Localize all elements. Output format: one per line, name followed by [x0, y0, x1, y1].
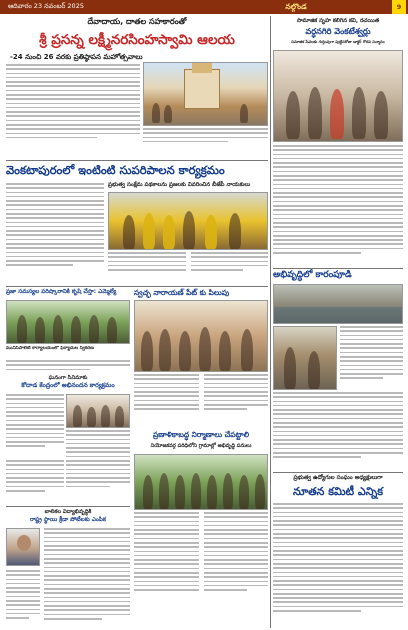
pension-headline-text: స్వచ్ఛ నారాయణ్ పేట్ కు పిలుపు [134, 288, 230, 297]
section-divider [6, 506, 130, 507]
lead-sub-text: -24 నుంచి 26 వరకు ప్రతిష్ఠాపన మహోత్సవాలు [10, 53, 143, 61]
bottom-kicker-text: బాలికల విద్యాభివృద్ధికి [44, 509, 92, 515]
section-divider [6, 286, 268, 287]
lead-headline-text: శ్రీ ప్రసన్న లక్ష్మీనరసింహస్వామి ఆలయ [39, 32, 235, 48]
right-kicker [273, 17, 403, 26]
ganapati-body-2 [108, 252, 268, 284]
school-headline-text: ప్రజా సమస్యల పరిష్కారానికి కృషి చేస్తా: ఎమ్మెల్యే [6, 289, 117, 295]
school-subhead [6, 346, 130, 358]
training-headline [134, 430, 268, 442]
bottom-body-2 [6, 570, 40, 626]
bank-kicker [6, 374, 130, 382]
column-divider [270, 16, 271, 628]
vice-headline-text: ప్రభుత్వ ఉద్యోగుల సంఘం అధ్యక్షులుగా [293, 475, 383, 481]
school-headline [6, 288, 130, 298]
edition-name: నల్గొండ [285, 1, 307, 11]
ganapati-photo [108, 192, 268, 250]
training-photo [134, 454, 268, 510]
lead-body [6, 64, 140, 156]
section-divider [273, 472, 403, 473]
training-headline-text: ప్రణాళికాబద్ధ నిర్మాణాలు చేపట్టాలి [152, 430, 249, 439]
vice-headline [273, 474, 403, 483]
flood-headline [273, 269, 403, 283]
vice-big-headline [273, 483, 403, 501]
felicitation-body [273, 145, 403, 267]
bank-body [6, 394, 64, 458]
felicitation-photo [273, 50, 403, 142]
flood-photo-2 [273, 326, 337, 390]
section-divider [6, 160, 268, 161]
bottom-headline [6, 516, 130, 526]
bottom-headline-text: రాష్ట్ర స్థాయి క్రీడా పోటీలకు ఎంపిక [30, 517, 106, 523]
right-sub-text: సమాజిక సేవలకు గుర్తింపుగా పుట్టినరోజు డాక్టర్ గౌరవ సన్మానం [291, 39, 385, 44]
ganapati-headline [6, 162, 268, 180]
bank-headline-text: కోదాడ కేంద్రంలో అభినందన కార్యక్రమం [21, 382, 115, 389]
bank-photo [66, 394, 130, 428]
training-sub-text: నియోజకవర్గ పరిధిలోని గ్రామాల్లో అభివృద్ధి పనులు [150, 443, 252, 449]
flood-body [340, 326, 403, 390]
bank-headline [6, 382, 130, 392]
page-number: 9 [392, 0, 406, 14]
school-photo [6, 300, 130, 344]
bank-body-3 [6, 460, 64, 504]
vice-big-text: నూతన కమిటీ ఎన్నిక [293, 485, 383, 498]
bottom-kicker [6, 508, 130, 516]
bank-body-2 [66, 430, 130, 504]
temple-caption [143, 128, 268, 156]
vice-body [273, 503, 403, 626]
training-body [134, 512, 268, 626]
flood-headline-text: అభివృద్ధిలో కారంపూడి [273, 270, 352, 280]
bank-kicker-text: ఘనంగా సినిమాకు [48, 375, 88, 381]
lead-kicker-text: దేవాదాయ, దాతల సహకారంతో [87, 17, 187, 26]
ganapati-sub-text: ప్రభుత్వ సంక్షేమ పథకాలను ప్రజలకు వివరించిన బీజేపీ నాయకులు [108, 182, 251, 188]
lead-kicker [6, 17, 268, 29]
ganapati-subhead [108, 181, 268, 191]
right-headline-text: వర్ధనగిరి వెంకటేశ్వర్లు [305, 26, 371, 36]
school-body [6, 360, 130, 372]
pension-photo [134, 300, 268, 372]
school-sub-text: మునిసిపాలిటీ కార్యాలయంలో ఫిర్యాదుల స్వీకరణ [6, 346, 94, 351]
lead-headline [6, 30, 268, 52]
right-headline [273, 26, 403, 38]
pension-headline [134, 288, 268, 298]
flood-body-2 [273, 392, 403, 470]
bottom-body [44, 528, 130, 626]
bottom-portrait [6, 528, 40, 566]
ganapati-headline-text: వెంకటాపురంలో ఇంటింటి సుపరిపాలన కార్యక్రమం [6, 163, 225, 177]
flood-photo [273, 284, 403, 324]
right-kicker-text: సామాజిక సృహ కలిగిన కవి, రచయిత [296, 18, 380, 24]
temple-photo [143, 62, 268, 126]
right-subhead [273, 39, 403, 49]
pension-body [134, 374, 268, 428]
training-subhead [134, 442, 268, 452]
issue-date: ఆదివారం 23 నవంబర్ 2025 [8, 2, 84, 10]
ganapati-body [6, 183, 104, 285]
page-header-bar [0, 0, 408, 14]
